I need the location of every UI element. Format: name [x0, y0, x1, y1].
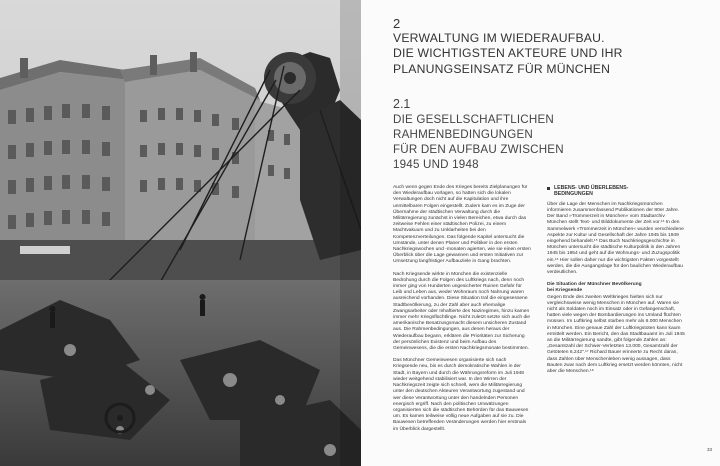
sidebar-column — [547, 185, 686, 381]
section-number: 2.1 — [393, 97, 411, 111]
chapter-title — [393, 31, 713, 77]
sidebar-heading-line: BEDINGUNGEN — [554, 191, 593, 198]
section-title-line: FÜR DEN AUFBAU ZWISCHEN — [393, 143, 564, 156]
sidebar-paragraph: Gegen Ende des zweiten Weltkrieges hielten sich nur vergleichsweise wenig Menschen in München auf. Waren sie nicht als Soldaten noch im Einsatz oder in Gefangenschaft, hatten viele wegen der Bombardierungen ins Umland flüchten müssen. Im Luftkrieg selbst starben mehr als 6.000 Menschen in München. Eine genaue Zahl der Luftkriegstoten kann kaum ermittelt werden. Ein Bericht, den das Stadtbauamt im Juli 1945 an die Militärregierung sandte, gibt folgende Zahlen an: „Gesamtzahl der Schwer-Verletzten 13.000, Gesamtzahl der Getöteten 6.242".¹⁷ Richard Bauer erinnerte zu Recht daran, dass Zahlen über Menschenleben wenig aussagen, dass Bauten zwar nach dem Luftkrieg ersetzt werden könnten, nicht aber die Menschen.¹⁸ — [547, 294, 685, 375]
sidebar-heading — [547, 185, 686, 198]
body-column — [393, 185, 532, 439]
section-title-line: RAHMENBEDINGUNGEN — [393, 128, 533, 141]
sidebar-subheading-line: Die Situation der Münchner Bevölkerung — [547, 282, 642, 288]
section-title-line: DIE GESELLSCHAFTLICHEN — [393, 113, 554, 126]
body-paragraph: Nach Kriegsende wirkte in München die existenzielle Bedrohung durch die Folgen des Luftkriegs nach, denn noch immer ging von Hunderten ungesicherter Ruinen Gefahr für Leib und Leben aus, weder Wohnraum noch Nahrung waren ausreichend vorhanden. Diese Situation traf die eingesessene Stadtbevölkerung, zu der Zahl aber auch ehemalige Zwangsarbeiter oder Inhaftierte des Naziregimes, hinzu kamen immer mehr Kriegsflüchtlinge. Nicht zuletzt setzte sich auch die amerikanische Besatzungsmacht diesem unsicheren Zustand aus. Die Rahmenbedingungen, aus denen heraus der Wiederaufbau begann, erklären die Prioritäten zur Sicherung der persönlichen Existenz und beim Aufbau des Gemeinwesens, die die ersten Nachkriegsmonate bestimmten. — [393, 271, 530, 352]
sidebar-heading-text — [554, 185, 628, 198]
body-paragraph: Das Münchner Gemeinwesen organisierte sich nach Kriegsende neu, bis es durch demokratische Wahlen in der Stadt, in Bayern und durch die Währungsreform im Juli 1948 wieder weitgehend stabilisiert war. In den Wirren der Nachkriegszeit zeigte sich schnell, wem die Militärregierung unter den deutschen Akteuren Verantwortung zugestand und wer diese Verantwortung unter den handelnden Personen energisch ergriff. Nach den politischen Umwälzungen organisierten sich die städtischen Behörden für das Bauwesen um. Es kamen teilweise völlig neue Aufgaben auf sie zu. Die Bauwesen betreffenden Veränderungen werden hier erstmals im Überblick dargestellt. — [393, 358, 529, 432]
page-number: 33 — [706, 447, 712, 452]
chapter-title-line: VERWALTUNG IM WIEDERAUFBAU. — [393, 31, 605, 45]
sidebar-subheading — [547, 282, 686, 294]
chapter-number: 2 — [393, 16, 401, 31]
body-paragraph: Auch wenn gegen Ende des Krieges bereits Zielplanungen für den Wiederaufbau vorlagen, so hatten sich die lokalen Verwaltungen doch nicht auf die Kapitulation und ihre unmittelbaren Folgen eingestellt. Zudem kam es im Zuge der Übernahme der städtischen Verwaltung durch die Militärregierung zunächst in vielen Bereichen, etwa durch das zeitweise Fehlen einer städtischen Polizei, zu einem Machtvakuum und zu Unklarheiten bei den Kompetenzverteilungen. Das folgende Kapitel untersucht die Umstände, unter denen Planer und Politiker in den ersten Nachkriegswochen und -monaten agierten, wie sie einen ersten Überblick über die Lage gewannen und ersten Initiativen zur Umsetzung langfristiger Aufbauziele in Gang brachten. — [393, 185, 531, 265]
chapter-title-line: PLANUNGSEINSATZ FÜR MÜNCHEN — [393, 61, 611, 76]
sidebar-paragraph: Über die Lage der Menschen im Nachkriegsmünchen informieren zusammenfassend Publikationen der 80er Jahre. Der Band »Trümmerzeit in München« vom Stadtarchiv München stellt Text- und Bilddokumente der Zeit vor.¹⁶ In den Sammelwerk »Trümmerzeit in München« wurden verschiedene Aspekte zur Kultur und Gesellschaft der Jahre 1945 bis 1949 eingehend behandelt.¹⁵ Das Buch Nachkriegsgeschichte in München untersucht die städtische Kulturpolitik in den Jahren 1945 bis 1954 und geht auf die Wohnungs- und Zuzugspolitik ein.¹⁶ Hier sollen daher nur die wichtigsten Fakten vorgestellt werden, die die Ausgangslage für den baulichen Wiederaufbau verdeutlichen. — [547, 201, 684, 276]
text-page — [361, 0, 720, 466]
section-title — [393, 112, 613, 172]
sidebar-subheading-line: bei Kriegsende — [547, 288, 583, 294]
section-title-line: 1945 UND 1948 — [393, 158, 479, 171]
chapter-title-line: DIE WICHTIGSTEN AKTEURE UND IHR — [393, 46, 623, 61]
square-bullet-icon — [547, 187, 550, 190]
sidebar-heading-line: LEBENS- UND ÜBERLEBENS- — [554, 185, 629, 191]
